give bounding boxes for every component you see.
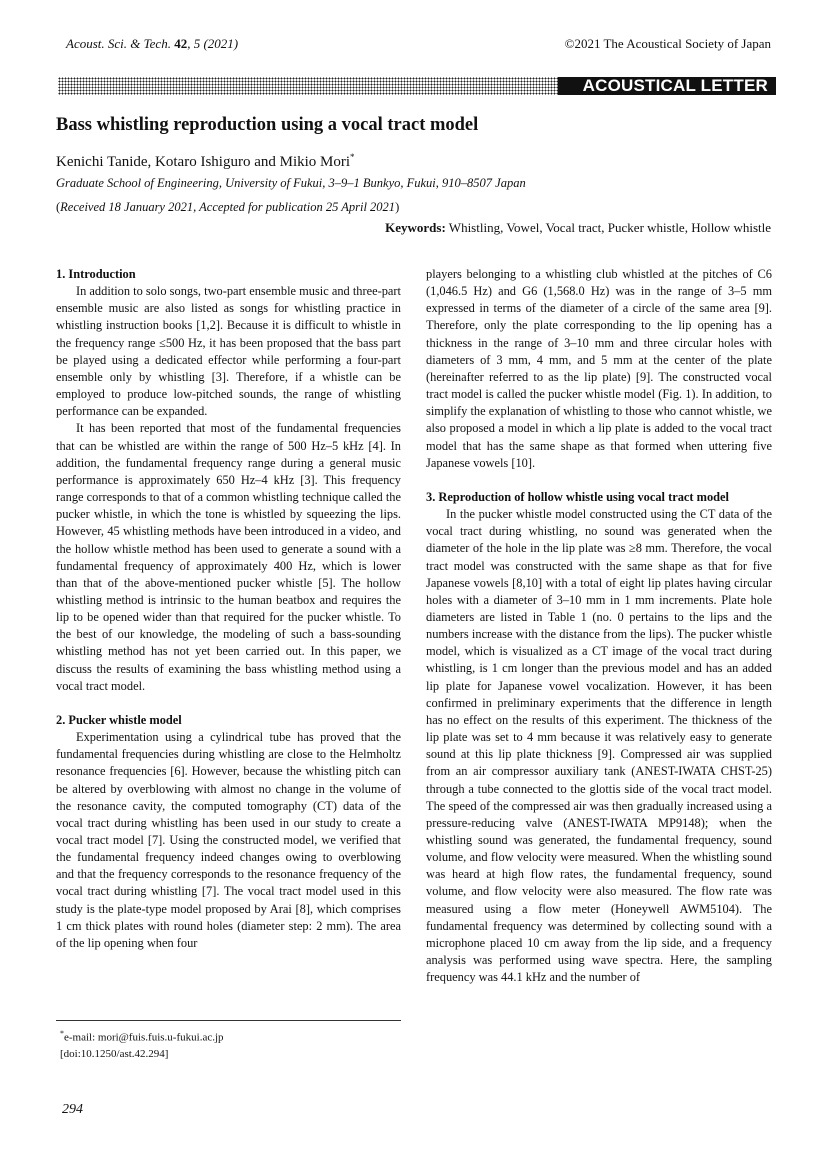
keywords [385, 220, 771, 236]
running-head [66, 36, 771, 52]
journal-issue-year: , 5 (2021) [187, 36, 239, 51]
section-3-paragraph-1: In the pucker whistle model constructed using the CT data of the vocal tract during whistling, no sound was generated when the diameter of the hole in the lip plate was ≥8 mm. Therefore, the vocal tract model was constructed with the same shape as that for five Japanese vowels [8,10] with a total of eight lip plates having circular holes with a diameter of 3–10 mm in 1 mm increments. Plate hole diameters are listed in Table 1 (no. 0 pertains to the lips and the numbers increase with the distance from the lips). The pucker whistle model, which is visualized as a CT image of the vocal tract during whistling, is 1 cm longer than the previous model and has an added lip plate for Japanese vowel vocalization. However, it has been confirmed in preliminary experiments that the difference in length has no effect on the results of this experiment. The thickness of the lip plate was set to 4 mm because it was relatively easy to generate sound at this lip plate thickness [9]. Compressed air was supplied from an air compressor auxiliary tank (ANEST-IWATA CHST-25) through a tube connected to the glottis side of the vocal tract model. The speed of the compressed air was then gradually increased using a pressure-reducing valve (ANEST-IWATA MP9148); when the whistling sound was generated, the fundamental frequency, sound volume, and flow velocity were measured. When the whistling sound was heard at high flow rates, the fundamental frequency, sound volume, and flow velocity were also measured. The flow rate was measured using a flow meter (Honeywell AWM5104). The fundamental frequency was determined by collecting sound with a microphone placed 10 cm away from the lip side, and a frequency analysis was performed using wave spectra. Here, the sampling frequency was 44.1 kHz and the number of [426, 507, 772, 985]
keywords-text: Whistling, Vowel, Vocal tract, Pucker whistle, Hollow whistle [448, 220, 771, 235]
article-title: Bass whistling reproduction using a vocal tract model [56, 115, 479, 135]
left-column [56, 266, 401, 952]
author-names: Kenichi Tanide, Kotaro Ishiguro and Mikio Mori [56, 154, 351, 170]
footnote-email [60, 1026, 224, 1046]
journal-citation [66, 36, 238, 52]
author-list [56, 148, 355, 171]
banner-dot-pattern [58, 77, 558, 95]
received-dates [56, 199, 399, 215]
banner-label: ACOUSTICAL LETTER [558, 77, 776, 95]
section-2-heading: 2. Pucker whistle model [56, 712, 182, 727]
section-1-paragraph-1: In addition to solo songs, two-part ensemble music and three-part ensemble music are also listed as songs for whistling practice in whistling instruction books [1,2]. Because it is difficult to whistle in the frequency range ≤500 Hz, it has been proposed that the bass part be played using a dedicated effector while performing a four-part ensemble only by whistling [3]. Therefore, if a whistle can be employed to produce low-pitched sounds, the range of whistling performance can be expanded. [56, 284, 401, 419]
affiliation: Graduate School of Engineering, University of Fukui, 3–9–1 Bunkyo, Fukui, 910–8507 Japan [56, 176, 526, 190]
journal-name: Acoust. Sci. & Tech. [66, 36, 171, 51]
author-footnote-mark: * [350, 152, 355, 162]
article-type-banner [58, 77, 776, 95]
section-1-paragraph-2: It has been reported that most of the fundamental frequencies that can be whistled are within the range of 500 Hz–5 kHz [4]. In addition, the fundamental frequency range during a general music performance is approximately 650 Hz–4 kHz [3]. This frequency range corresponds to that of a common whistling technique called the pucker whistle, in which the tone is whistled by squeezing the lips. However, 45 whistling methods have been introduced in a video, and the hollow whistle method has been used to generate a sound with a fundamental frequency of approximately 400 Hz, which is lower than that of the above-mentioned pucker whistle [5]. The hollow whistling method is intrinsic to the human beatbox and requires the lip to be opened wider than that required for the pucker whistle. To the best of our knowledge, the modeling of such a bass-sounding whistling method has not yet been carried out. In this paper, we discuss the results of examining the bass whistling method using a vocal tract model. [56, 421, 401, 693]
footnote-doi: [doi:10.1250/ast.42.294] [60, 1047, 169, 1060]
section-3-heading: 3. Reproduction of hollow whistle using vocal tract model [426, 489, 729, 504]
footnote-rule [56, 1020, 401, 1021]
page-number: 294 [62, 1102, 83, 1117]
section-1-heading: 1. Introduction [56, 267, 136, 281]
footnote-email-text: e-mail: mori@fuis.fuis.u-fukui.ac.jp [64, 1031, 224, 1044]
footnote-mark: * [60, 1029, 64, 1038]
copyright-notice: ©2021 The Acoustical Society of Japan [564, 36, 771, 51]
section-2-paragraph-1-continued: players belonging to a whistling club whistled at the pitches of C6 (1,046.5 Hz) and G6 (1,568.0 Hz) was in the range of 3–5 mm expressed in terms of the diameter of a circle of the same area [9]. Therefore, only the plate corresponding to the lip opening has a thickness in the range of 3–10 mm and three circular holes with diameters of 3 mm, 4 mm, and 5 mm at the center of the plate (hereinafter referred to as the lip plate) [9]. The constructed vocal tract model is called the pucker whistle model (Fig. 1). In addition, to simplify the explanation of whistling to those who cannot whistle, we also proposed a model in which a lip plate is added to the vocal tract model that has the same shape as that formed when uttering five Japanese vowels [10]. [426, 267, 772, 470]
received-text: Received 18 January 2021, Accepted for publication 25 April 2021 [60, 200, 396, 214]
received-open-paren: ( [56, 200, 61, 214]
received-close-paren: ) [395, 200, 400, 214]
section-2-paragraph-1: Experimentation using a cylindrical tube has proved that the fundamental frequencies during whistling are close to the Helmholtz resonance frequencies [6]. However, because the whistling pitch can be altered by overblowing with almost no change in the volume of the resonance cavity, the computed tomography (CT) data of the vocal tract during whistling has been used in our study to create a vocal tract model [7]. Using the constructed model, we verified that the fundamental frequency indeed changes owing to overblowing and that the frequency corresponds to the resonance frequency of the vocal tract during whistling [7]. The vocal tract model used in this study is the plate-type model proposed by Arai [8], which comprises 1 cm thick plates with round holes (diameter step: 2 mm). The area of the lip opening when four [56, 730, 401, 950]
journal-volume: 42 [174, 36, 188, 51]
keywords-label: Keywords: [385, 220, 446, 235]
footnote [60, 1026, 224, 1062]
right-column [426, 266, 772, 986]
